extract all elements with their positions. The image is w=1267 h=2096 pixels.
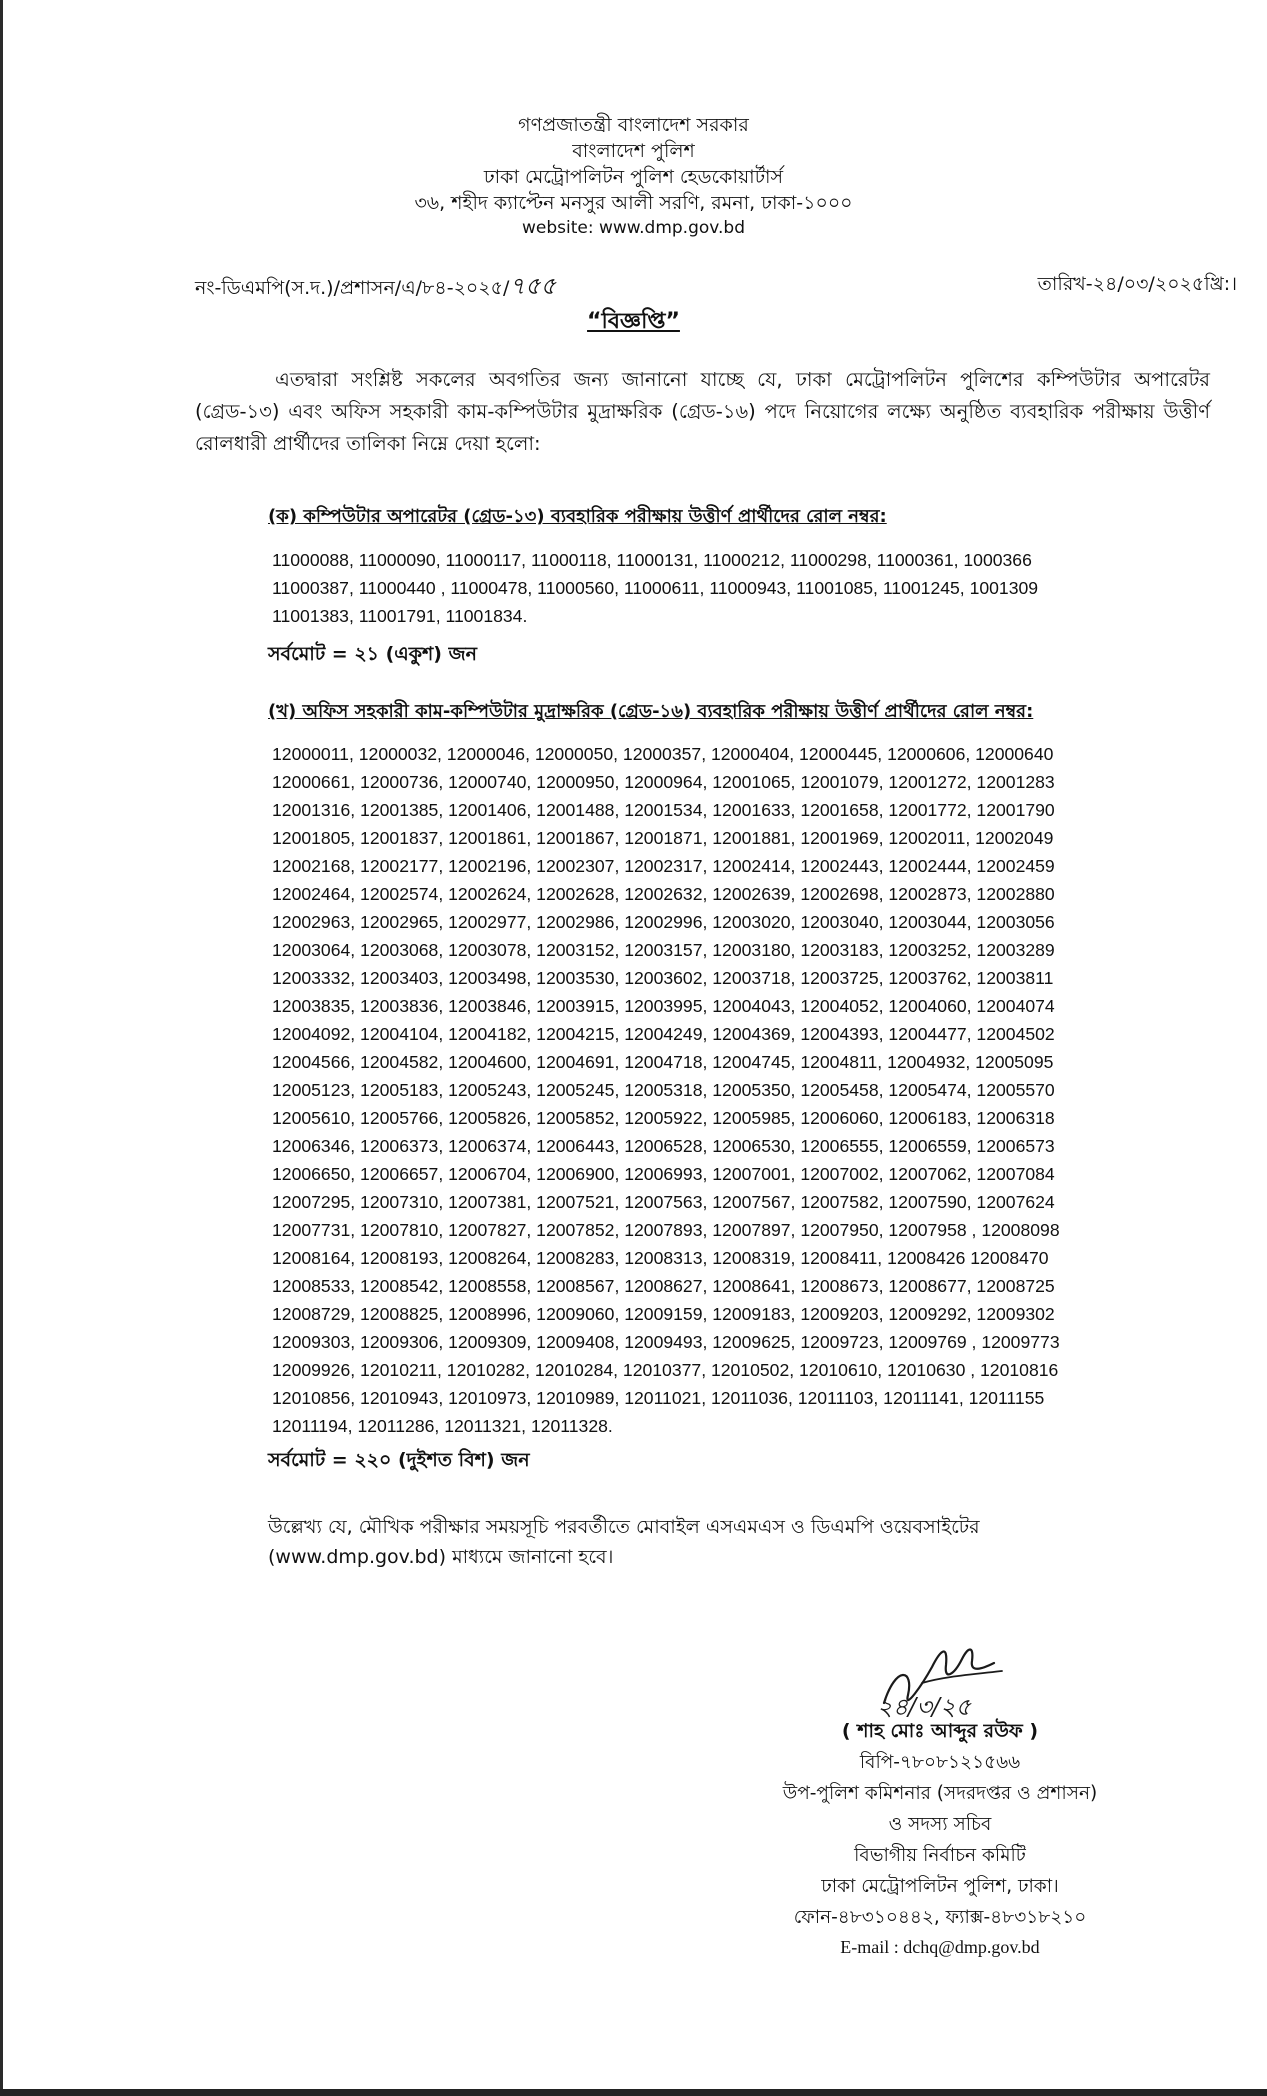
signatory-designation: উপ-পুলিশ কমিশনার (সদরদপ্তর ও প্রশাসন) <box>782 1783 1098 1804</box>
section-b-roll-list <box>272 740 1212 1440</box>
section-b-roll-row: 12006346, 12006373, 12006374, 12006443, 12006528, 12006530, 12006555, 12006559, 12006573 <box>272 1136 1055 1156</box>
section-b-roll-row: 12008533, 12008542, 12008558, 12008567, 12008627, 12008641, 12008673, 12008677, 12008725 <box>272 1276 1055 1296</box>
signatory-committee: বিভাগীয় নির্বাচন কমিটি <box>854 1845 1026 1866</box>
section-b-roll-row: 12011194, 12011286, 12011321, 12011328. <box>272 1416 613 1436</box>
signatory-bp-number: বিপি-৭৮০৮১২১৫৬৬ <box>859 1752 1021 1773</box>
memo-number-handwritten: ৭৫৫ <box>509 272 557 300</box>
section-b-roll-row: 12000011, 12000032, 12000046, 12000050, 12000357, 12000404, 12000445, 12000606, 12000640 <box>272 744 1054 764</box>
section-b-roll-row: 12009303, 12009306, 12009309, 12009408, 12009493, 12009625, 12009723, 12009769 , 12009773 <box>272 1332 1060 1352</box>
scan-edge-bottom <box>0 2089 1267 2096</box>
section-a-roll-row: 11000088, 11000090, 11000117, 11000118, 11000131, 11000212, 11000298, 11000361, 1000366 <box>272 550 1032 570</box>
notice-title <box>0 304 1267 341</box>
section-a-roll-list <box>272 546 1212 630</box>
letterhead-police: বাংলাদেশ পুলিশ <box>572 140 695 162</box>
section-b-roll-row: 12010856, 12010943, 12010973, 12010989, 12011021, 12011036, 12011103, 12011141, 12011155 <box>272 1388 1045 1408</box>
section-b-roll-row: 12003332, 12003403, 12003498, 12003530, 12003602, 12003718, 12003725, 12003762, 12003811 <box>272 968 1054 988</box>
section-b-roll-row: 12005123, 12005183, 12005243, 12005245, 12005318, 12005350, 12005458, 12005474, 12005570 <box>272 1080 1055 1100</box>
section-b-roll-row: 12006650, 12006657, 12006704, 12006900, 12006993, 12007001, 12007002, 12007062, 12007084 <box>272 1164 1055 1184</box>
section-b-roll-row: 12003835, 12003836, 12003846, 12003915, 12003995, 12004043, 12004052, 12004060, 12004074 <box>272 996 1055 1016</box>
section-b-roll-row: 12008729, 12008825, 12008996, 12009060, 12009159, 12009183, 12009203, 12009292, 12009302 <box>272 1304 1055 1324</box>
signatory-role: ও সদস্য সচিব <box>888 1814 992 1835</box>
letterhead-address: ৩৬, শহীদ ক্যাপ্টেন মনসুর আলী সরণি, রমনা, ঢাকা-১০০০ <box>414 192 853 214</box>
section-a-roll-row: 11001383, 11001791, 11001834. <box>272 606 528 626</box>
section-b-roll-row: 12007731, 12007810, 12007827, 12007852, 12007893, 12007897, 12007950, 12007958 , 12008098 <box>272 1220 1060 1240</box>
section-b-heading: (খ) অফিস সহকারী কাম-কম্পিউটার মুদ্রাক্ষরিক (গ্রেড-১৬) ব্যবহারিক পরীক্ষায় উত্তীর্ণ প্রার্থীদের রোল নম্বর: <box>268 701 1034 722</box>
section-b-roll-row: 12004566, 12004582, 12004600, 12004691, 12004718, 12004745, 12004811, 12004932, 12005095 <box>272 1052 1054 1072</box>
section-b-roll-row: 12004092, 12004104, 12004182, 12004215, 12004249, 12004369, 12004393, 12004477, 12004502 <box>272 1024 1055 1044</box>
letterhead <box>0 112 1267 240</box>
section-a-total: সর্বমোট = ২১ (একুশ) জন <box>268 643 477 665</box>
signatory-name: ( শাহ মোঃ আব্দুর রউফ ) <box>841 1720 1039 1742</box>
note-line-1: উল্লেখ্য যে, মৌখিক পরীক্ষার সময়সূচি পরবর্তীতে মোবাইল এসএমএস ও ডিএমপি ওয়েবসাইটের <box>268 1516 980 1538</box>
note-line-2: (www.dmp.gov.bd) মাধ্যমে জানানো হবে। <box>268 1546 614 1568</box>
section-b-roll-row: 12005610, 12005766, 12005826, 12005852, 12005922, 12005985, 12006060, 12006183, 12006318 <box>272 1108 1055 1128</box>
section-a-roll-row: 11000387, 11000440 , 11000478, 11000560, 11000611, 11000943, 11001085, 11001245, 1001309 <box>272 578 1039 598</box>
memo-number <box>195 268 556 308</box>
section-b-roll-row: 12002168, 12002177, 12002196, 12002307, 12002317, 12002414, 12002443, 12002444, 12002459 <box>272 856 1055 876</box>
signatory-email: E-mail : dchq@dmp.gov.bd <box>840 1937 1040 1957</box>
signatory-office: ঢাকা মেট্রোপলিটন পুলিশ, ঢাকা। <box>821 1876 1059 1897</box>
letterhead-government: গণপ্রজাতন্ত্রী বাংলাদেশ সরকার <box>518 114 749 136</box>
intro-paragraph: এতদ্বারা সংশ্লিষ্ট সকলের অবগতির জন্য জানানো যাচ্ছে যে, ঢাকা মেট্রোপলিটন পুলিশের কম্পিউটার অপারেটর (গ্রেড-১৩) এবং অফিস সহকারী কাম-কম্পিউটার মুদ্রাক্ষরিক (গ্রেড-১৬) পদে নিয়োগের লক্ষ্যে অনুষ্ঠিত ব্যবহারিক পরীক্ষায় উত্তীর্ণ রোলধারী প্রার্থীদের তালিকা নিম্নে দেয়া হলো: <box>195 368 1210 455</box>
letterhead-headquarters: ঢাকা মেট্রোপলিটন পুলিশ হেডকোয়ার্টার্স <box>483 166 784 188</box>
section-b-total: সর্বমোট = ২২০ (দুইশত বিশ) জন <box>268 1449 530 1471</box>
letterhead-website: website: www.dmp.gov.bd <box>521 218 745 238</box>
signatory-phone-fax: ফোন-৪৮৩১০৪৪২, ফ্যাক্স-৪৮৩১৮২১০ <box>793 1907 1087 1928</box>
section-b-roll-row: 12008164, 12008193, 12008264, 12008283, 12008313, 12008319, 12008411, 12008426 12008470 <box>272 1248 1049 1268</box>
section-a-heading: (ক) কম্পিউটার অপারেটর (গ্রেড-১৩) ব্যবহারিক পরীক্ষায় উত্তীর্ণ প্রার্থীদের রোল নম্বর: <box>268 506 887 527</box>
signatory-block <box>720 1716 1160 1961</box>
section-b-roll-row: 12000661, 12000736, 12000740, 12000950, 12000964, 12001065, 12001079, 12001272, 12001283 <box>272 772 1055 792</box>
section-b-roll-row: 12009926, 12010211, 12010282, 12010284, 12010377, 12010502, 12010610, 12010630 , 12010816 <box>272 1360 1059 1380</box>
section-b-roll-row: 12002963, 12002965, 12002977, 12002986, 12002996, 12003020, 12003040, 12003044, 12003056 <box>272 912 1055 932</box>
section-b-roll-row: 12007295, 12007310, 12007381, 12007521, 12007563, 12007567, 12007582, 12007590, 12007624 <box>272 1192 1055 1212</box>
note-paragraph <box>268 1512 1148 1572</box>
signature-handwritten-date: ২৪/৩/২৫ <box>877 1693 972 1721</box>
memo-date: তারিখ-২৪/০৩/২০২৫খ্রি:। <box>1037 273 1237 295</box>
section-b-roll-row: 12002464, 12002574, 12002624, 12002628, 12002632, 12002639, 12002698, 12002873, 12002880 <box>272 884 1055 904</box>
section-b-roll-row: 12001805, 12001837, 12001861, 12001867, 12001871, 12001881, 12001969, 12002011, 12002049 <box>272 828 1054 848</box>
section-b-roll-row: 12001316, 12001385, 12001406, 12001488, 12001534, 12001633, 12001658, 12001772, 12001790 <box>272 800 1055 820</box>
section-b-roll-row: 12003064, 12003068, 12003078, 12003152, 12003157, 12003180, 12003183, 12003252, 12003289 <box>272 940 1055 960</box>
notice-title-text: “বিজ্ঞপ্তি” <box>587 309 680 334</box>
memo-number-text: নং-ডিএমপি(স.দ.)/প্রশাসন/এ/৮৪-২০২৫/ <box>195 277 510 299</box>
